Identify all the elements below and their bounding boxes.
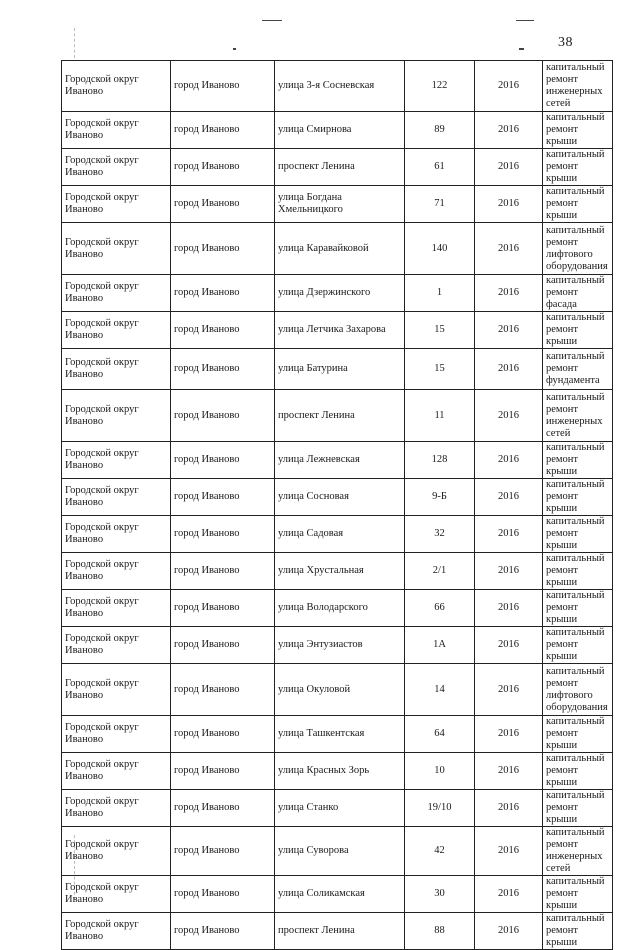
city-cell: город Иваново [171,349,275,390]
year-cell: 2016 [475,442,543,479]
city-cell: город Иваново [171,664,275,716]
house-number-cell: 89 [405,112,475,149]
street-cell: улица Богдана Хмельницкого [275,186,405,223]
street-cell: улица Садовая [275,516,405,553]
year-cell: 2016 [475,275,543,312]
district-cell: Городской округ Иваново [62,61,171,112]
city-cell: город Иваново [171,590,275,627]
table-row [62,664,613,716]
page-edge-line [74,28,75,58]
work-type-cell: капитальный ремонт крыши [543,876,613,913]
street-cell: улица Летчика Захарова [275,312,405,349]
district-cell: Городской округ Иваново [62,627,171,664]
district-cell: Городской округ Иваново [62,112,171,149]
work-type-cell: капитальный ремонт крыши [543,516,613,553]
house-number-cell: 10 [405,753,475,790]
table-row [62,913,613,950]
year-cell: 2016 [475,716,543,753]
work-type-cell: капитальный ремонт фасада [543,275,613,312]
house-number-cell: 2/1 [405,553,475,590]
table-row [62,790,613,827]
work-type-cell: капитальный ремонт крыши [543,112,613,149]
year-cell: 2016 [475,61,543,112]
street-cell: улица Окуловой [275,664,405,716]
street-cell: улица Хрустальная [275,553,405,590]
page-number: 38 [558,35,573,50]
scan-mark [262,20,282,21]
city-cell: город Иваново [171,479,275,516]
table-row [62,442,613,479]
year-cell: 2016 [475,223,543,275]
year-cell: 2016 [475,516,543,553]
district-cell: Городской округ Иваново [62,876,171,913]
house-number-cell: 122 [405,61,475,112]
work-type-cell: капитальный ремонт крыши [543,627,613,664]
work-type-cell: капитальный ремонт крыши [543,149,613,186]
year-cell: 2016 [475,790,543,827]
repair-registry-table [61,60,613,950]
street-cell: улица Ташкентская [275,716,405,753]
district-cell: Городской округ Иваново [62,790,171,827]
work-type-cell: капитальный ремонт инженерных сетей [543,61,613,112]
work-type-cell: капитальный ремонт крыши [543,479,613,516]
work-type-cell: капитальный ремонт крыши [543,753,613,790]
work-type-cell: капитальный ремонт инженерных сетей [543,390,613,442]
city-cell: город Иваново [171,149,275,186]
district-cell: Городской округ Иваново [62,590,171,627]
year-cell: 2016 [475,876,543,913]
city-cell: город Иваново [171,716,275,753]
house-number-cell: 1 [405,275,475,312]
district-cell: Городской округ Иваново [62,664,171,716]
district-cell: Городской округ Иваново [62,312,171,349]
house-number-cell: 66 [405,590,475,627]
street-cell: улица 3-я Сосневская [275,61,405,112]
street-cell: улица Каравайковой [275,223,405,275]
year-cell: 2016 [475,553,543,590]
street-cell: улица Смирнова [275,112,405,149]
district-cell: Городской округ Иваново [62,913,171,950]
street-cell: улица Суворова [275,827,405,876]
house-number-cell: 15 [405,312,475,349]
house-number-cell: 140 [405,223,475,275]
table-row [62,390,613,442]
scan-mark [519,48,524,50]
table-row [62,312,613,349]
district-cell: Городской округ Иваново [62,186,171,223]
work-type-cell: капитальный ремонт крыши [543,442,613,479]
district-cell: Городской округ Иваново [62,275,171,312]
city-cell: город Иваново [171,275,275,312]
year-cell: 2016 [475,627,543,664]
table-row [62,479,613,516]
district-cell: Городской округ Иваново [62,516,171,553]
work-type-cell: капитальный ремонт крыши [543,790,613,827]
district-cell: Городской округ Иваново [62,716,171,753]
street-cell: улица Энтузиастов [275,627,405,664]
district-cell: Городской округ Иваново [62,390,171,442]
table-row [62,553,613,590]
scan-mark [516,20,534,21]
city-cell: город Иваново [171,753,275,790]
city-cell: город Иваново [171,627,275,664]
year-cell: 2016 [475,112,543,149]
work-type-cell: капитальный ремонт инженерных сетей [543,827,613,876]
district-cell: Городской округ Иваново [62,442,171,479]
city-cell: город Иваново [171,913,275,950]
year-cell: 2016 [475,186,543,223]
table-row [62,223,613,275]
work-type-cell: капитальный ремонт крыши [543,913,613,950]
work-type-cell: капитальный ремонт фундамента [543,349,613,390]
street-cell: улица Сосновая [275,479,405,516]
year-cell: 2016 [475,664,543,716]
district-cell: Городской округ Иваново [62,753,171,790]
work-type-cell: капитальный ремонт крыши [543,590,613,627]
year-cell: 2016 [475,827,543,876]
street-cell: проспект Ленина [275,149,405,186]
house-number-cell: 15 [405,349,475,390]
street-cell: улица Батурина [275,349,405,390]
work-type-cell: капитальный ремонт лифтового оборудования [543,664,613,716]
house-number-cell: 61 [405,149,475,186]
district-cell: Городской округ Иваново [62,223,171,275]
work-type-cell: капитальный ремонт крыши [543,553,613,590]
table-row [62,61,613,112]
street-cell: проспект Ленина [275,913,405,950]
year-cell: 2016 [475,913,543,950]
street-cell: улица Красных Зорь [275,753,405,790]
house-number-cell: 14 [405,664,475,716]
city-cell: город Иваново [171,553,275,590]
table-row [62,716,613,753]
house-number-cell: 88 [405,913,475,950]
city-cell: город Иваново [171,112,275,149]
table-row [62,149,613,186]
table-row [62,516,613,553]
street-cell: улица Лежневская [275,442,405,479]
work-type-cell: капитальный ремонт лифтового оборудования [543,223,613,275]
city-cell: город Иваново [171,223,275,275]
year-cell: 2016 [475,753,543,790]
house-number-cell: 9-Б [405,479,475,516]
house-number-cell: 11 [405,390,475,442]
work-type-cell: капитальный ремонт крыши [543,186,613,223]
table-body [62,61,613,950]
district-cell: Городской округ Иваново [62,827,171,876]
district-cell: Городской округ Иваново [62,553,171,590]
house-number-cell: 1А [405,627,475,664]
house-number-cell: 64 [405,716,475,753]
city-cell: город Иваново [171,312,275,349]
house-number-cell: 30 [405,876,475,913]
scan-mark [233,48,236,50]
district-cell: Городской округ Иваново [62,349,171,390]
year-cell: 2016 [475,390,543,442]
city-cell: город Иваново [171,827,275,876]
district-cell: Городской округ Иваново [62,479,171,516]
house-number-cell: 128 [405,442,475,479]
year-cell: 2016 [475,590,543,627]
city-cell: город Иваново [171,61,275,112]
house-number-cell: 19/10 [405,790,475,827]
table-row [62,275,613,312]
table-row [62,827,613,876]
street-cell: проспект Ленина [275,390,405,442]
city-cell: город Иваново [171,390,275,442]
city-cell: город Иваново [171,186,275,223]
house-number-cell: 71 [405,186,475,223]
street-cell: улица Станко [275,790,405,827]
district-cell: Городской округ Иваново [62,149,171,186]
city-cell: город Иваново [171,516,275,553]
table-row [62,112,613,149]
year-cell: 2016 [475,149,543,186]
table-row [62,627,613,664]
table-row [62,876,613,913]
street-cell: улица Соликамская [275,876,405,913]
table-row [62,349,613,390]
year-cell: 2016 [475,349,543,390]
table-row [62,753,613,790]
year-cell: 2016 [475,312,543,349]
city-cell: город Иваново [171,442,275,479]
street-cell: улица Володарского [275,590,405,627]
year-cell: 2016 [475,479,543,516]
city-cell: город Иваново [171,876,275,913]
work-type-cell: капитальный ремонт крыши [543,312,613,349]
city-cell: город Иваново [171,790,275,827]
street-cell: улица Дзержинского [275,275,405,312]
house-number-cell: 32 [405,516,475,553]
table-row [62,590,613,627]
table-row [62,186,613,223]
work-type-cell: капитальный ремонт крыши [543,716,613,753]
house-number-cell: 42 [405,827,475,876]
